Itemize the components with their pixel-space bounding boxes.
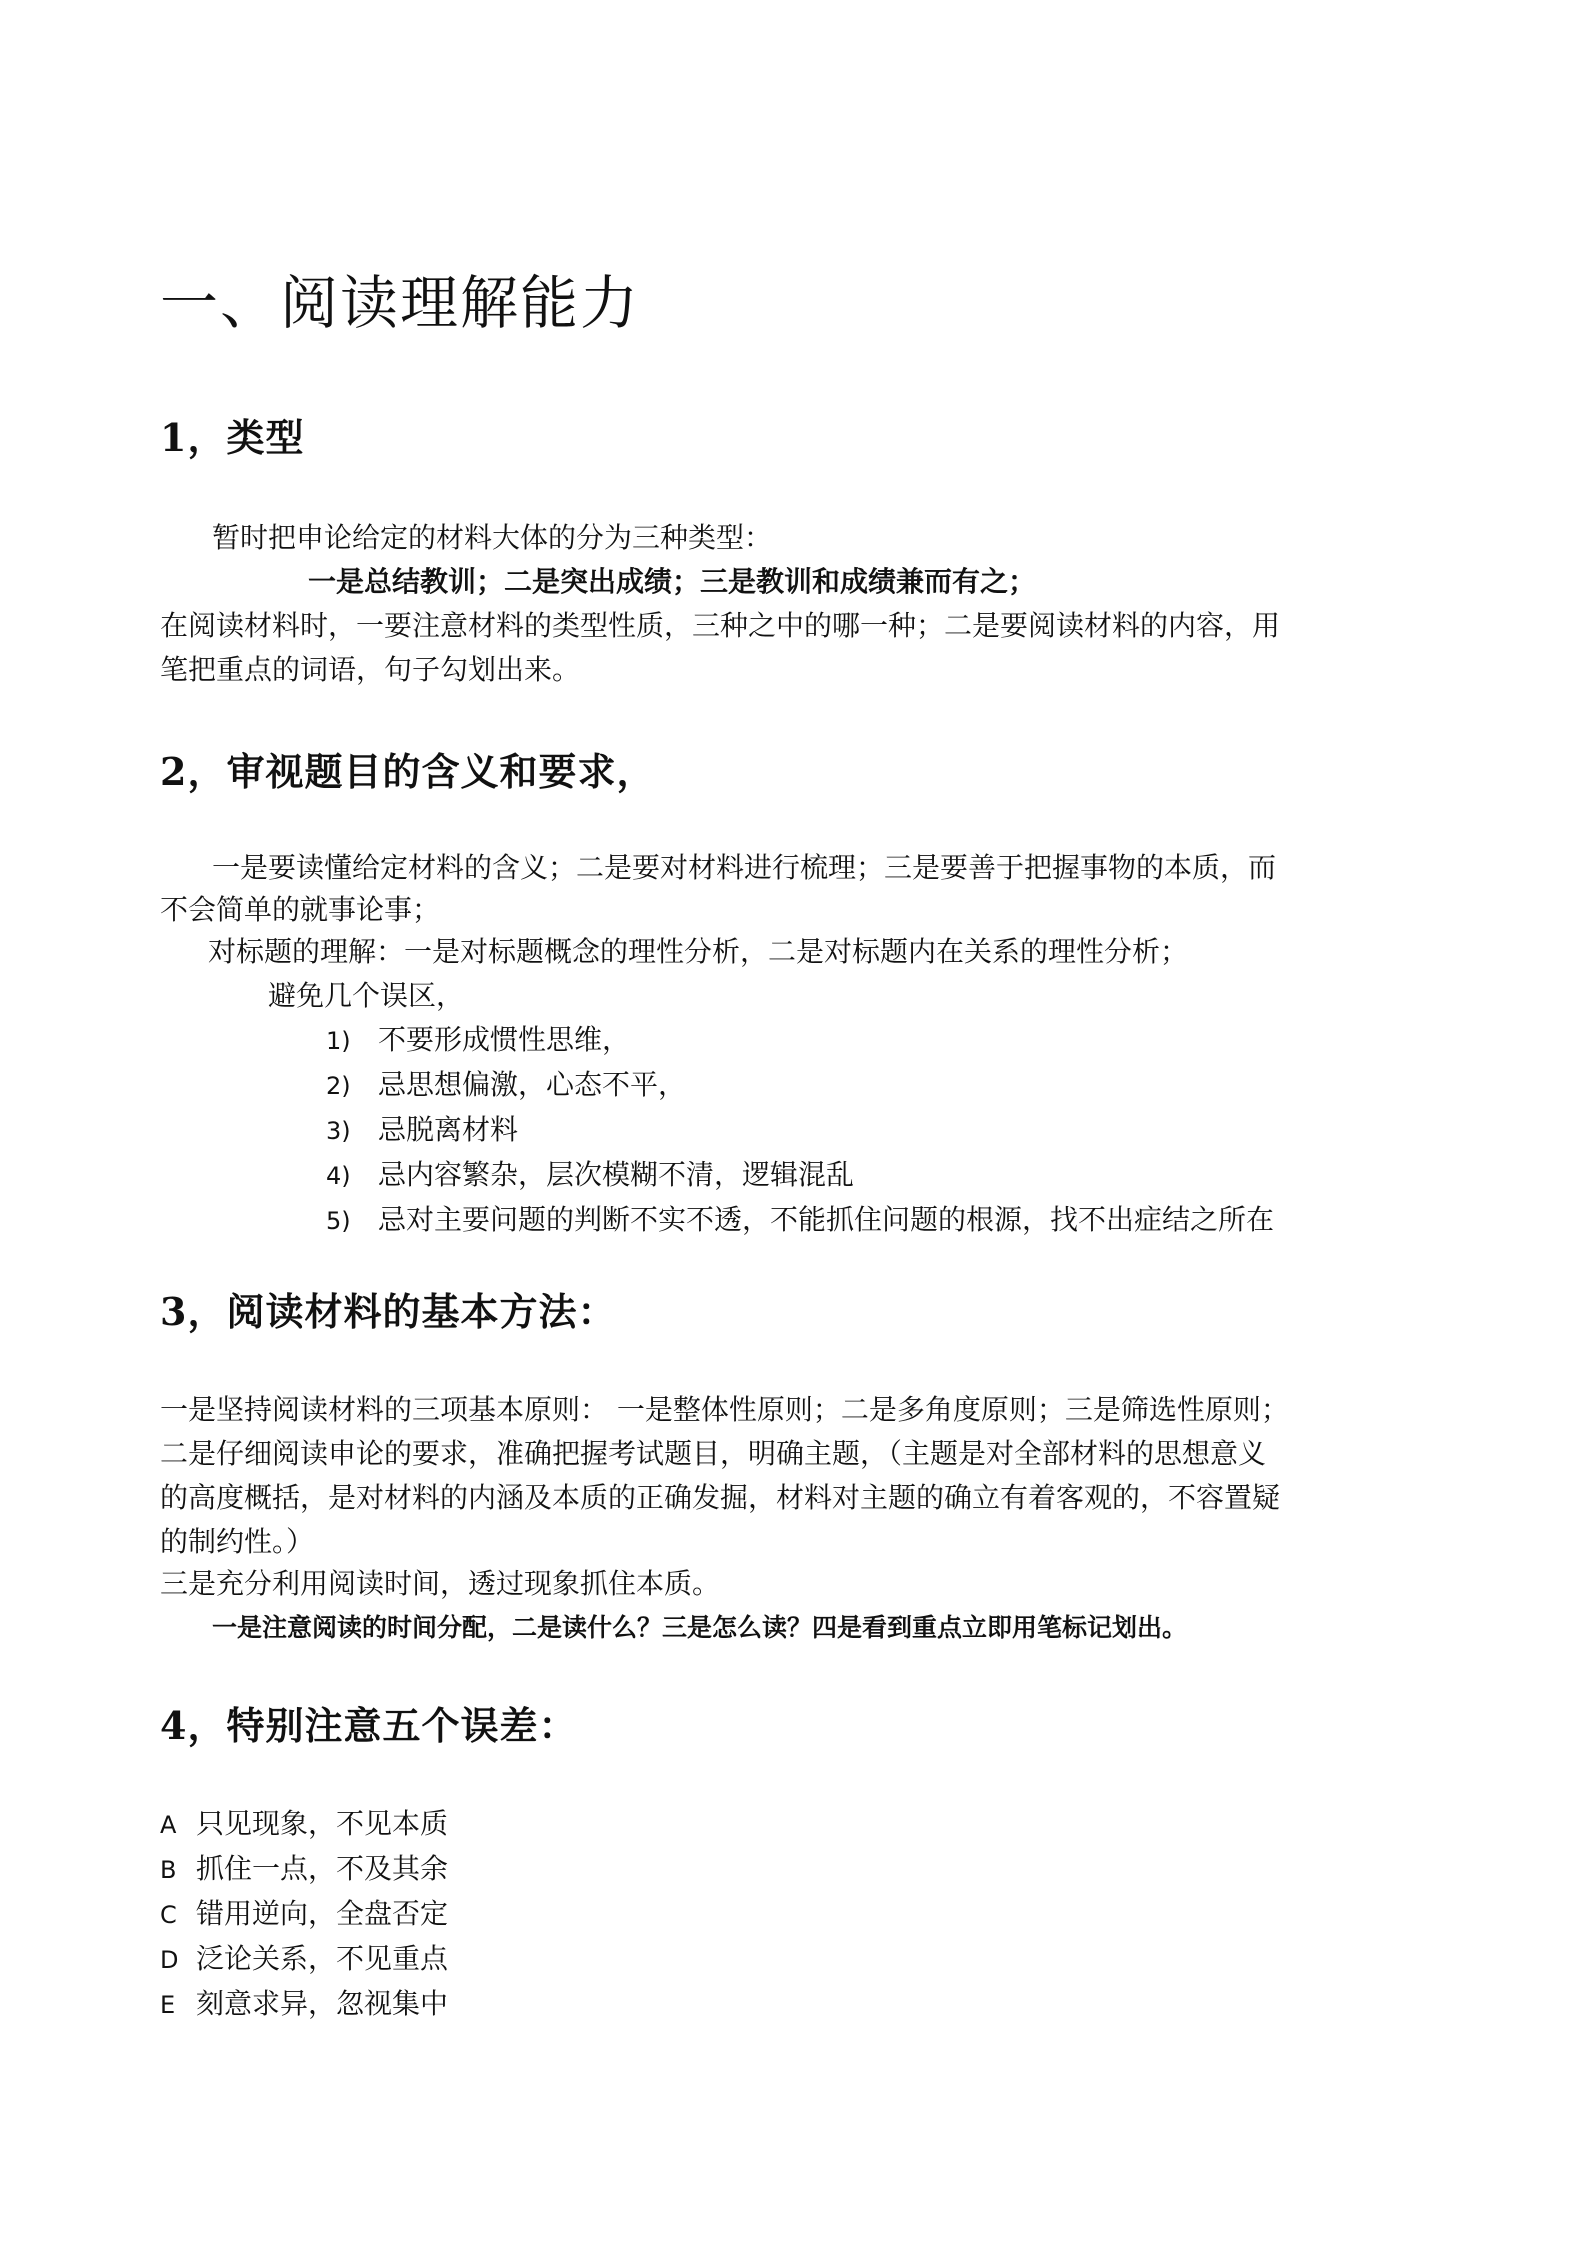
list-item-letter: B [160, 1856, 177, 1884]
list-item-text: 忌内容繁杂，层次模糊不清，逻辑混乱 [378, 1158, 855, 1191]
list-item-number: 2) [326, 1072, 351, 1100]
list-item [326, 1018, 1274, 1063]
section-3-line-3: 的高度概括，是对材料的内涵及本质的正确发掘，材料对主题的确立有着客观的，不容置疑 [160, 1481, 1281, 1514]
section-3-line-1: 一是坚持阅读材料的三项基本原则： 一是整体性原则；二是多角度原则；三是筛选性原则； [160, 1393, 1289, 1426]
list-item-number: 1) [326, 1027, 351, 1055]
list-item [326, 1108, 1274, 1153]
list-item-number: 3) [326, 1117, 351, 1145]
section-2-line-3: 对标题的理解：一是对标题概念的理性分析，二是对标题内在关系的理性分析； [208, 935, 1189, 968]
list-item [160, 1847, 448, 1892]
list-item [160, 1892, 448, 1937]
list-item [326, 1153, 1274, 1198]
section-3-heading: 3，阅读材料的基本方法： [160, 1289, 617, 1334]
section-2-line-4: 避免几个误区， [268, 979, 465, 1012]
list-item [160, 1937, 448, 1982]
section-2-line-2: 不会简单的就事论事； [160, 893, 441, 926]
list-item-letter: C [160, 1901, 177, 1929]
section-3-line-5: 三是充分利用阅读时间，透过现象抓住本质。 [160, 1567, 721, 1600]
list-item-text: 刻意求异，忽视集中 [196, 1987, 449, 2020]
misconception-list [326, 1018, 1274, 1243]
section-4-heading: 4，特别注意五个误差： [160, 1703, 578, 1748]
error-list [160, 1802, 448, 2027]
section-3-line-2: 二是仔细阅读申论的要求，准确把握考试题目，明确主题，（主题是对全部材料的思想意义 [160, 1437, 1267, 1470]
list-item-number: 4) [326, 1162, 351, 1190]
section-1-line-4: 笔把重点的词语，句子勾划出来。 [160, 653, 581, 686]
list-item-text: 错用逆向，全盘否定 [196, 1897, 449, 1930]
section-1-heading: 1，类型 [160, 415, 305, 460]
list-item-letter: D [160, 1946, 179, 1974]
list-item [160, 1982, 448, 2027]
section-2-line-1: 一是要读懂给定材料的含义；二是要对材料进行梳理；三是要善于把握事物的本质，而 [212, 851, 1277, 884]
list-item [326, 1198, 1274, 1243]
list-item-letter: A [160, 1811, 177, 1839]
list-item-text: 不要形成惯性思维， [378, 1023, 631, 1056]
list-item [326, 1063, 1274, 1108]
section-2-heading: 2，审视题目的含义和要求， [160, 749, 656, 794]
list-item-number: 5) [326, 1207, 351, 1235]
section-1-line-2: 一是总结教训；二是突出成绩；三是教训和成绩兼而有之； [308, 565, 1037, 598]
list-item-text: 忌脱离材料 [378, 1113, 519, 1146]
section-1-line-3: 在阅读材料时，一要注意材料的类型性质，三种之中的哪一种；二是要阅读材料的内容，用 [160, 609, 1281, 642]
section-3-line-4: 的制约性。） [160, 1525, 315, 1558]
list-item-text: 忌对主要问题的判断不实不透，不能抓住问题的根源，找不出症结之所在 [378, 1203, 1275, 1236]
list-item-letter: E [160, 1991, 176, 2019]
list-item [160, 1802, 448, 1847]
list-item-text: 泛论关系，不见重点 [196, 1942, 449, 1975]
list-item-text: 忌思想偏激，心态不平， [378, 1068, 687, 1101]
list-item-text: 只见现象，不见本质 [196, 1807, 449, 1840]
section-3-line-6: 一是注意阅读的时间分配，二是读什么？三是怎么读？四是看到重点立即用笔标记划出。 [212, 1613, 1188, 1642]
page-title: 一、阅读理解能力 [160, 269, 641, 337]
list-item-text: 抓住一点，不及其余 [196, 1852, 449, 1885]
section-1-line-1: 暂时把申论给定的材料大体的分为三种类型： [212, 521, 773, 554]
